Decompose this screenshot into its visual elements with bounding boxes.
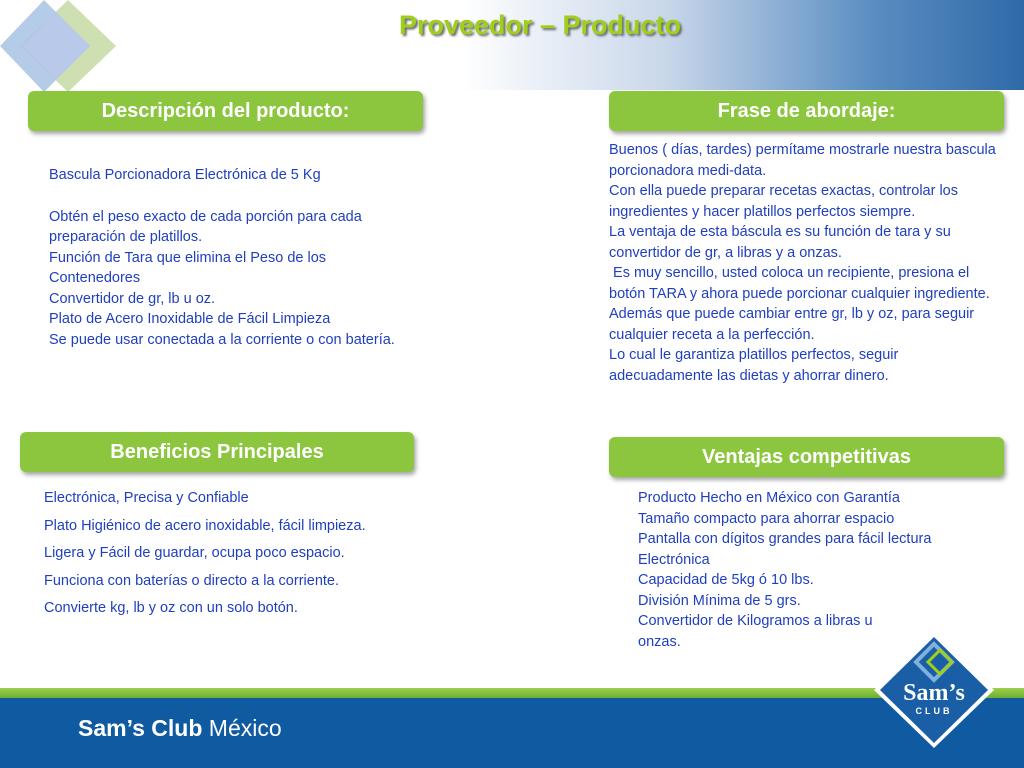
- footer-brand-regular: México: [202, 715, 282, 741]
- pitch-line: Buenos ( días, tardes) permítame mostrarle nuestra bascula porcionadora medi-data.: [609, 142, 996, 179]
- sams-club-logo-icon: [872, 630, 996, 750]
- description-heading: Descripción del producto:: [28, 91, 423, 131]
- benefits-text: [44, 488, 404, 619]
- advantages-heading: Ventajas competitivas: [609, 437, 1004, 477]
- description-text: [49, 165, 404, 350]
- description-line: Obtén el peso exacto de cada porción para cada preparación de platillos.: [49, 208, 362, 245]
- diamond-logo-icon: [0, 0, 120, 95]
- sams-logo-subtext: CLUB: [915, 706, 953, 716]
- advantage-item: Pantalla con dígitos grandes para fácil lectura Electrónica: [638, 531, 932, 568]
- benefit-item: Convierte kg, lb y oz con un solo botón.: [44, 600, 298, 616]
- pitch-line: La ventaja de esta báscula es su función de tara y su convertidor de gr, a libras y a onzas.: [609, 224, 951, 261]
- footer-green-stripe: [0, 688, 1024, 698]
- advantage-item: Convertidor de Kilogramos a libras u onzas.: [638, 613, 873, 650]
- pitch-text: [609, 140, 1001, 386]
- sams-logo-text: Sam’s: [903, 680, 965, 706]
- footer-brand: [78, 715, 282, 742]
- advantage-item: Tamaño compacto para ahorrar espacio: [638, 510, 895, 527]
- advantage-item: Producto Hecho en México con Garantía: [638, 490, 900, 506]
- benefit-item: Plato Higiénico de acero inoxidable, fácil limpieza.: [44, 517, 366, 534]
- description-line: Función de Tara que elimina el Peso de los Contenedores: [49, 249, 327, 286]
- pitch-line: Con ella puede preparar recetas exactas, controlar los ingredientes y hacer platillos perfectos siempre.: [609, 183, 958, 220]
- advantage-item: Capacidad de 5kg ó 10 lbs.: [638, 572, 814, 588]
- advantages-text: [638, 488, 988, 652]
- benefits-heading: Beneficios Principales: [20, 432, 414, 472]
- pitch-line: Lo cual le garantiza platillos perfectos, seguir adecuadamente las dietas y ahorrar dinero.: [609, 347, 899, 384]
- description-line: Convertidor de gr, lb u oz.: [49, 290, 216, 307]
- pitch-line: Además que puede cambiar entre gr, lb y oz, para seguir cualquier receta a la perfección.: [609, 306, 975, 343]
- description-line: Plato de Acero Inoxidable de Fácil Limpieza: [49, 311, 331, 327]
- footer-brand-bold: Sam’s Club: [78, 715, 203, 741]
- description-line: Se puede usar conectada a la corriente o con batería.: [49, 331, 395, 348]
- product-name: Bascula Porcionadora Electrónica de 5 Kg: [49, 167, 321, 183]
- benefit-item: Ligera y Fácil de guardar, ocupa poco espacio.: [44, 545, 345, 561]
- benefit-item: Electrónica, Precisa y Confiable: [44, 490, 249, 506]
- advantage-item: División Mínima de 5 grs.: [638, 592, 801, 609]
- benefit-item: Funciona con baterías o directo a la corriente.: [44, 572, 339, 589]
- pitch-line: Es muy sencillo, usted coloca un recipiente, presiona el botón TARA y ahora puede porcionar cualquier ingrediente.: [609, 265, 990, 302]
- page-title: Proveedor – Producto: [398, 10, 682, 40]
- pitch-heading: Frase de abordaje:: [609, 91, 1004, 131]
